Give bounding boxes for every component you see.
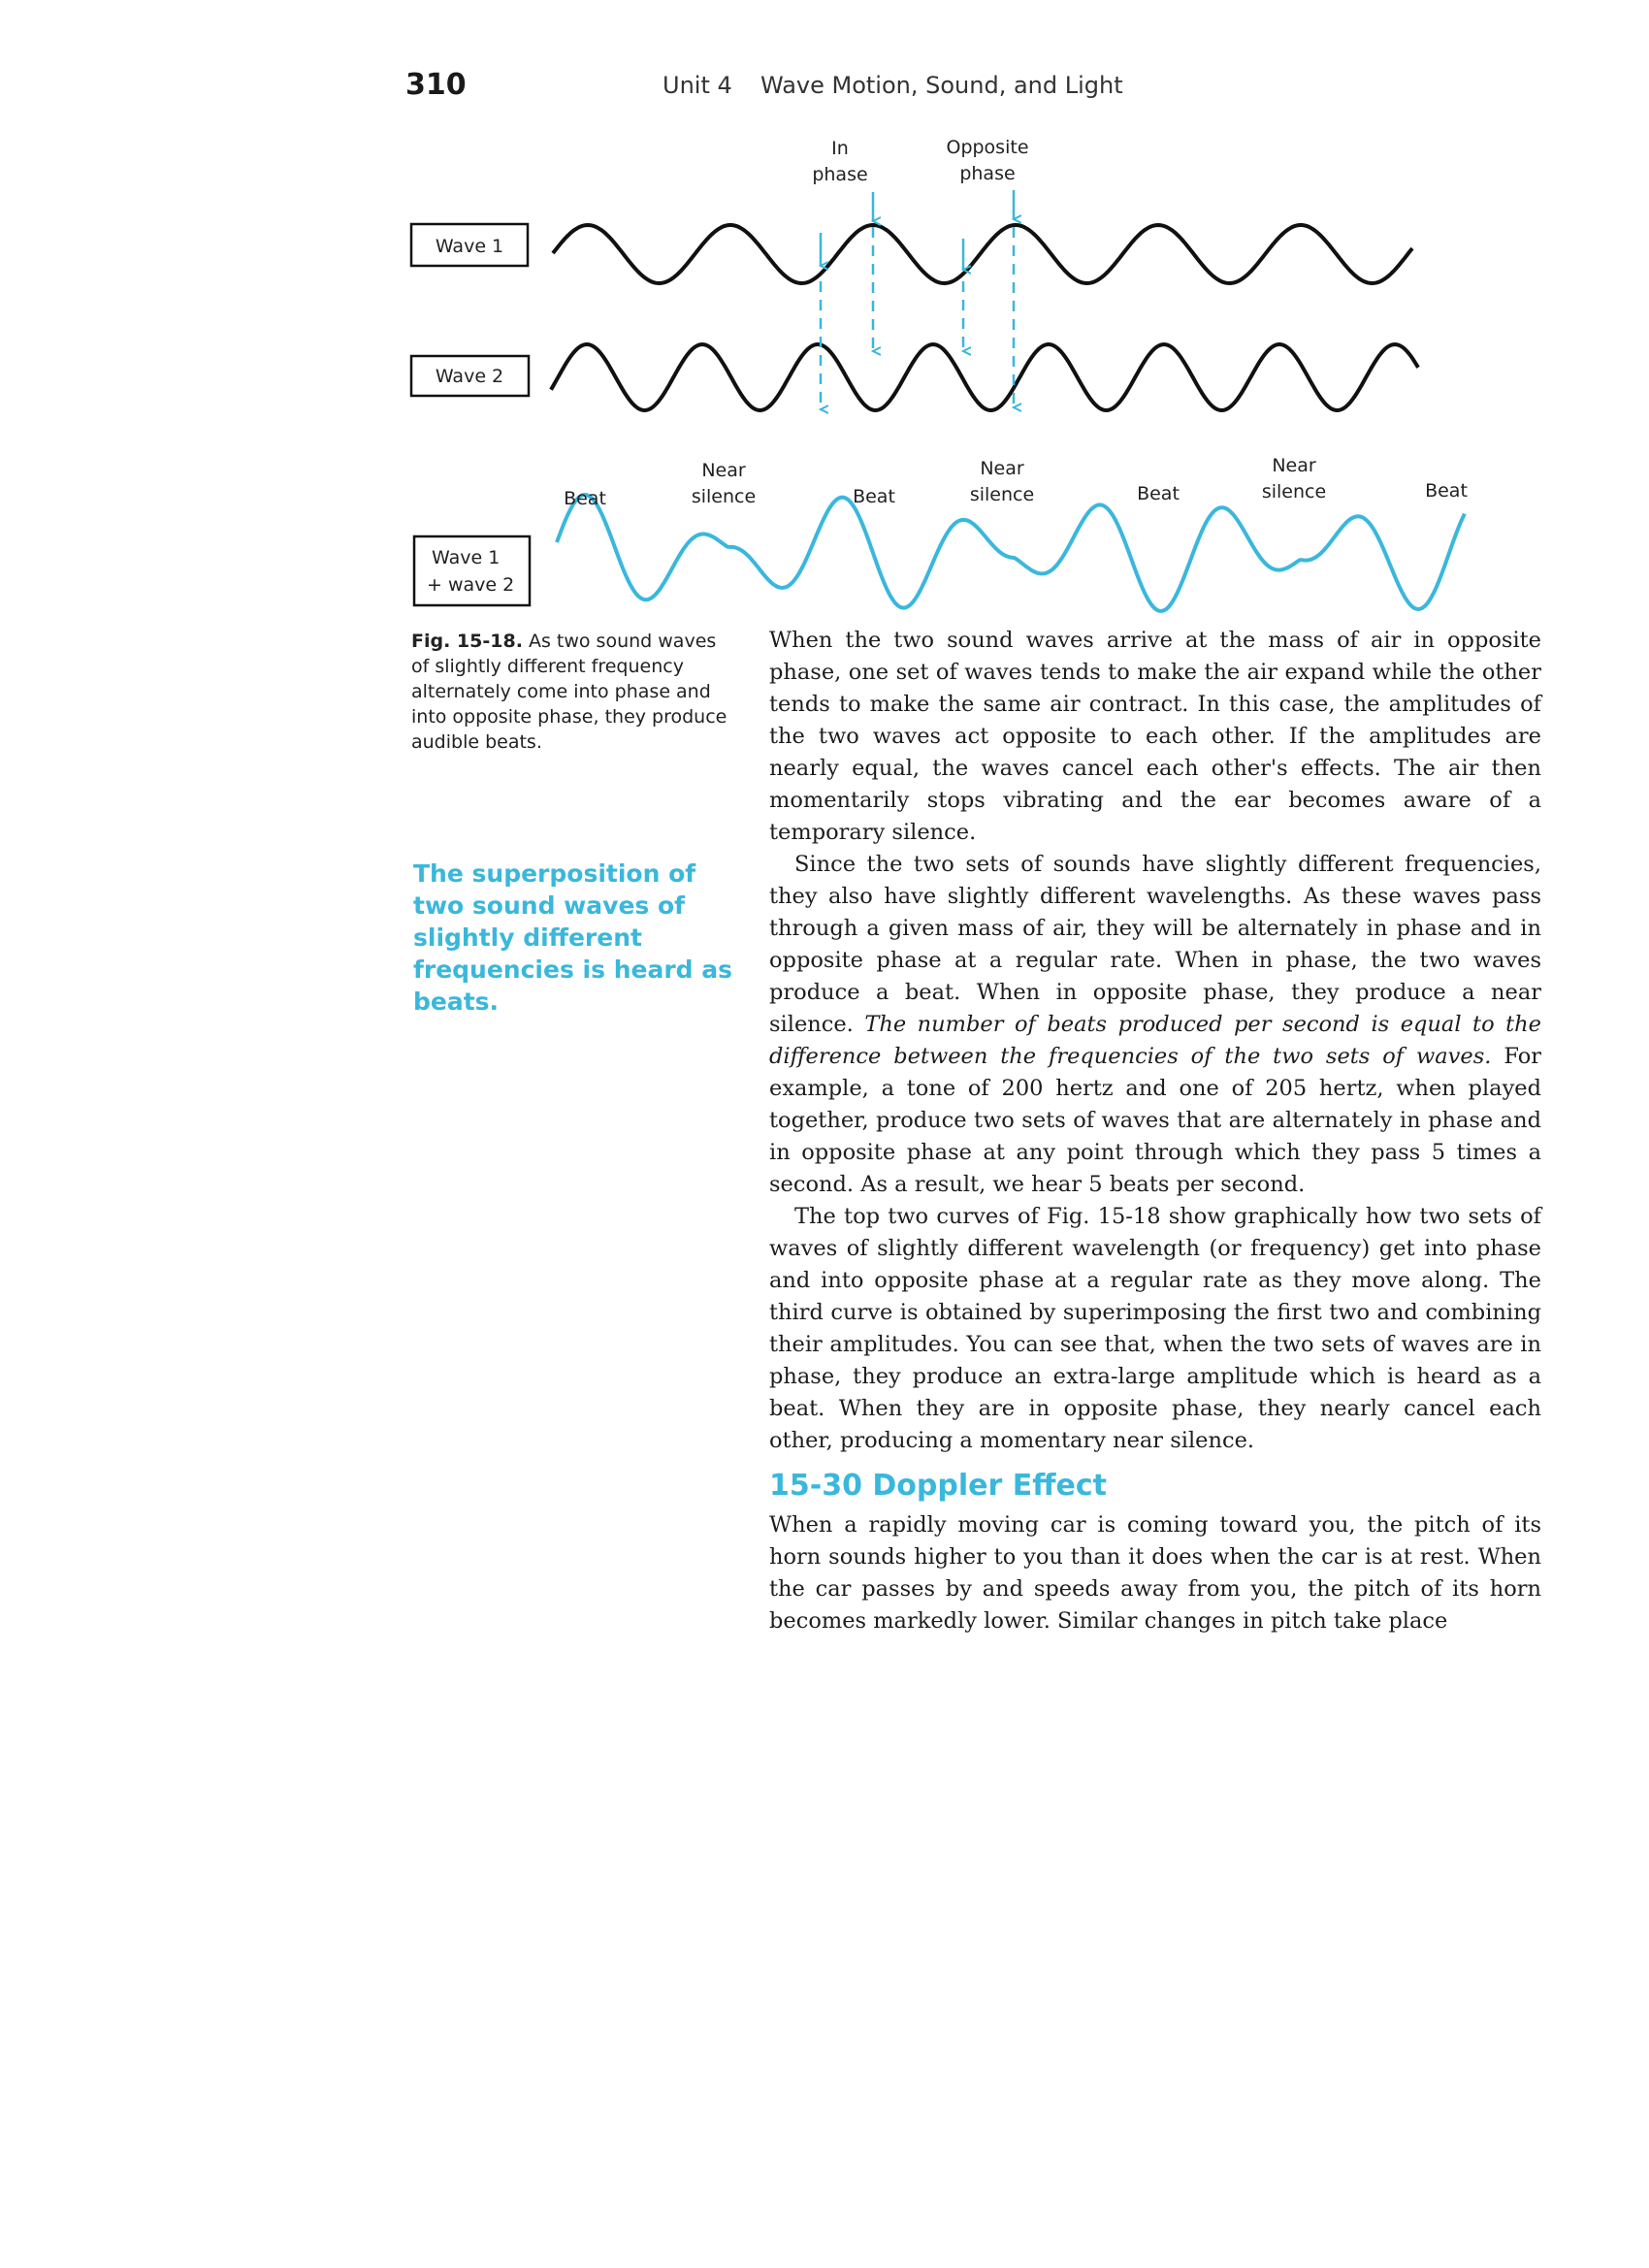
sum-label-1: Wave 1 (432, 547, 501, 568)
wave2-curve (551, 344, 1418, 410)
near-silence-2-line1: Near (980, 458, 1024, 479)
paragraph-2 (769, 849, 1541, 1201)
caption-text: As two sound waves of slightly different frequency alternately come into phase and into opposite phase, they produce audible beats. (411, 631, 728, 753)
beats-figure (0, 0, 1649, 640)
running-title: Wave Motion, Sound, and Light (760, 72, 1123, 99)
near-silence-1-line2: silence (691, 486, 757, 507)
beat-label-4: Beat (1425, 480, 1468, 502)
section-heading: 15-30 Doppler Effect (769, 1469, 1107, 1503)
figure-caption (411, 629, 737, 755)
near-silence-3-line2: silence (1261, 481, 1327, 502)
sum-label-2: + wave 2 (427, 574, 515, 596)
paragraph-3: The top two curves of Fig. 15-18 show graphically how two sets of waves of slightly different wavelength (or frequency) get into phase and into opposite phase at a regular rate as they move along. The third curve is obtained by superimposing the first two and combining their amplitudes. You can see that, when the two sets of waves are in phase, they produce an extra-large amplitude which is heard as a beat. When they are in opposite phase, they nearly cancel each other, producing a momentary near silence. (769, 1204, 1541, 1453)
beat-label-2: Beat (853, 486, 895, 507)
paragraph-1: When the two sound waves arrive at the mass of air in opposite phase, one set of waves tends to make the air expand while the other tends to make the same air contract. In this case, the amplitudes of the two waves act opposite to each other. If the amplitudes are nearly equal, the waves cancel each other's effects. The air then momentarily stops vibrating and the ear becomes aware of a temporary silence. (769, 628, 1541, 845)
near-silence-2-line2: silence (969, 484, 1035, 505)
paragraph-4: When a rapidly moving car is coming toward you, the pitch of its horn sounds higher to you than it does when the car is at rest. When the car passes by and speeds away from you, the pitch of its horn becomes markedly lower. Similar changes in pitch take place (769, 1512, 1541, 1634)
beat-label-3: Beat (1137, 483, 1180, 504)
paragraph-2-part-a: Since the two sets of sounds have slightly different frequencies, they also have slightly different wavelengths. As these waves pass through a given mass of air, they will be alternately in phase and in opposite phase at a regular rate. When in phase, the two waves produce a beat. When in opposite phase, they produce a near silence. (769, 852, 1541, 1037)
sum-curve (557, 495, 1465, 611)
body-text (769, 625, 1541, 1637)
in-phase-label-1: In (831, 138, 849, 159)
beat-label-1: Beat (564, 488, 606, 509)
opposite-phase-label-2: phase (959, 163, 1016, 184)
near-silence-1-line1: Near (701, 460, 746, 481)
margin-note: The superposition of two sound waves of slightly different frequencies is heard as beats. (413, 859, 732, 1016)
wave2-label: Wave 2 (435, 366, 504, 387)
opposite-phase-label-1: Opposite (946, 137, 1029, 158)
wave1-label: Wave 1 (435, 236, 504, 257)
unit-label: Unit 4 (663, 72, 732, 99)
wave1-curve (553, 225, 1412, 283)
in-phase-label-2: phase (812, 164, 868, 185)
paragraph-2-part-b: For example, a tone of 200 hertz and one of 205 hertz, when played together, produce two sets of waves that are alternately in phase and in opposite phase at any point through which they pass 5 times a second. As a result, we hear 5 beats per second. (769, 1044, 1542, 1197)
paragraph-2-emphasis: The number of beats produced per second is equal to the difference between the frequencies of the two sets of waves. (769, 1012, 1541, 1069)
page-number: 310 (405, 68, 467, 102)
caption-label: Fig. 15-18. (411, 631, 523, 652)
near-silence-3-line1: Near (1272, 455, 1316, 476)
